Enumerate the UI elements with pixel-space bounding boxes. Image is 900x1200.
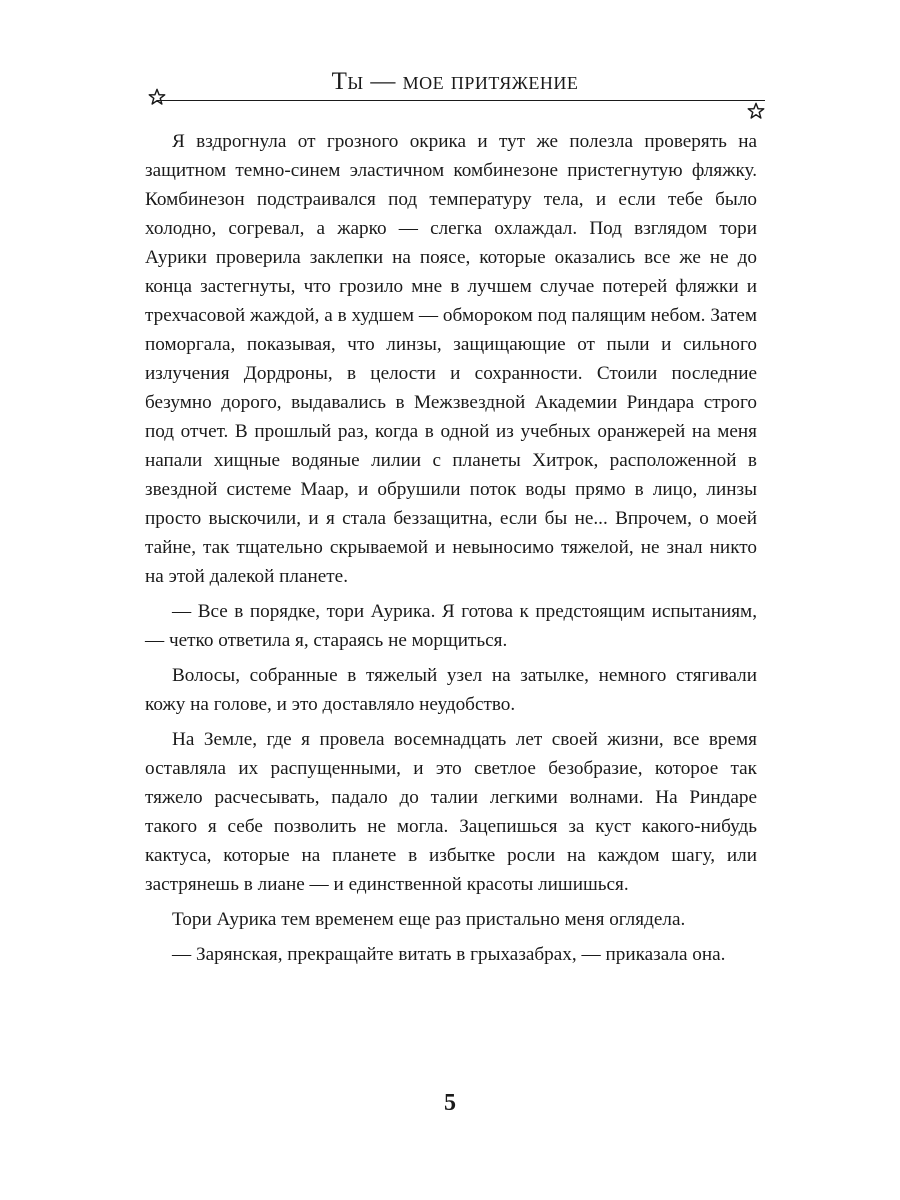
paragraph: — Зарянская, прекращайте витать в грыхазабрах, — приказала она. (172, 944, 726, 965)
header-rule (157, 100, 765, 101)
body-text (145, 127, 757, 975)
paragraph: Волосы, собранные в тяжелый узел на затылке, немного стягивали кожу на голове, и это доставляло неудобство. (145, 665, 757, 715)
running-title: Ты — мое притяжение (331, 68, 579, 95)
paragraph: Я вздрогнула от грозного окрика и тут же полезла проверять на защитном темно-синем эластичном комбинезоне пристегнутую фляжку. Комбинезон подстраивался под температуру тела, и если тебе было холодно, согревал, а жарко — слегка охлаждал. Под взглядом тори Аурики проверила заклепки на поясе, которые оказались все же не до конца застегнуты, что грозило мне в лучшем случае потерей фляжки и трехчасовой жаждой, а в худшем — обмороком под палящим небом. Затем поморгала, показывая, что линзы, защищающие от пыли и сильного излучения Дордроны, в целости и сохранности. Стоили последние безумно дорого, выдавались в Межзвездной Академии Риндара строго под отчет. В прошлый раз, когда в одной из учебных оранжерей на меня напали хищные водяные лилии с планеты Хитрок, расположенной в звездной системе Маар, и обрушили поток воды прямо в лицо, линзы просто выскочили, и я стала беззащитна, если бы не... Впрочем, о моей тайне, так тщательно скрываемой и невыносимо тяжелой, не знал никто на этой далекой планете. (145, 131, 757, 587)
star-icon (747, 102, 765, 120)
page-number: 5 (444, 1090, 456, 1116)
paragraph: Тори Аурика тем временем еще раз пристально меня оглядела. (172, 909, 686, 930)
paragraph: — Все в порядке, тори Аурика. Я готова к предстоящим испытаниям, — четко ответила я, стараясь не морщиться. (145, 601, 757, 651)
running-header (145, 62, 765, 122)
paragraph: На Земле, где я провела восемнадцать лет своей жизни, все время оставляла их распущенными, и это светлое безобразие, которое так тяжело расчесывать, падало до талии легкими волнами. На Риндаре такого я себе позволить не могла. Зацепишься за куст какого-нибудь кактуса, которые на планете в избытке росли на каждом шагу, или застрянешь в лиане — и единственной красоты лишишься. (145, 729, 757, 895)
